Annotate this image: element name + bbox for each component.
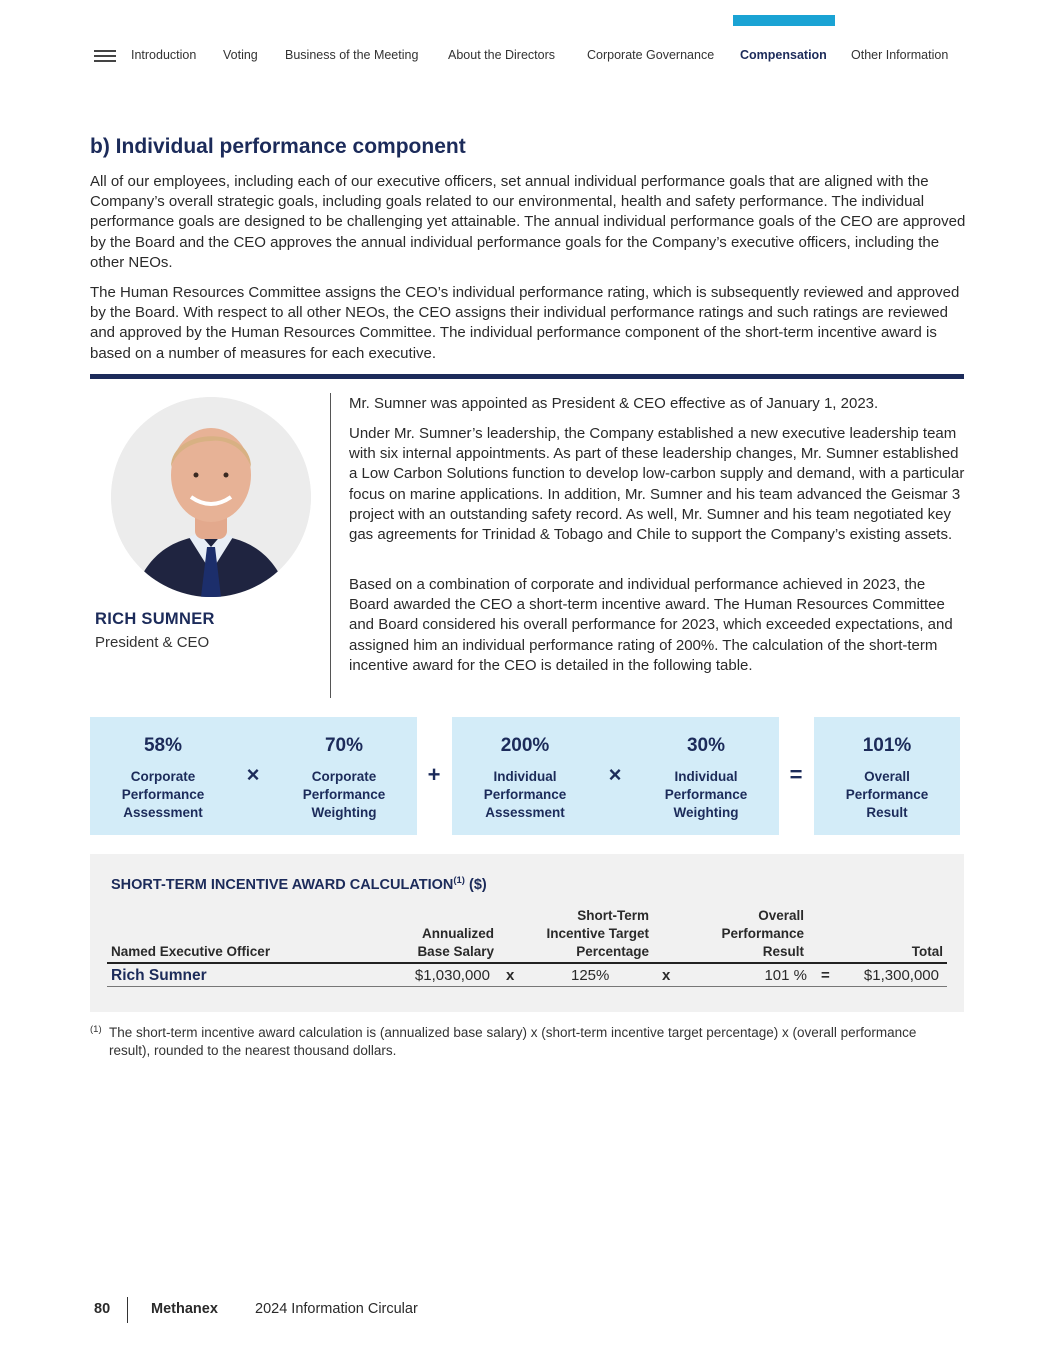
table-title (111, 875, 487, 893)
bio-paragraph-2: Under Mr. Sumner’s leadership, the Company established a new executive leadership team with six internal appointments. As part of these leadership changes, Mr. Sumner established a Low Carbon Solutions function to develop low-carbon supply and demand, with a particular focus on marine applications. In addition, Mr. Sumner and his team advanced the Geismar 3 project with an outstanding safety record. As well, Mr. Sumner and his team negotiated key gas agreements for Trinidad & Tobago and Chile to support the Company’s existing assets. (349, 425, 965, 544)
nav-about-the-directors[interactable]: About the Directors (448, 48, 555, 62)
bio-paragraph-3: Based on a combination of corporate and individual performance achieved in 2023, the Board awarded the CEO a short-term incentive award. The Human Resources Committee and Board considered his overall performance for 2023, which exceeded expectations, and assigned him an individual performance rating of 200%. The calculation of the short-term incentive award for the CEO is detailed in the following table. (349, 576, 953, 674)
individual-performance-assessment (465, 735, 585, 822)
header-named-executive-officer: Named Executive Officer (111, 944, 271, 959)
ceo-portrait-photo (111, 397, 311, 597)
footer-divider (127, 1297, 128, 1323)
footer-document-title: 2024 Information Circular (255, 1301, 418, 1317)
portrait-illustration (111, 397, 311, 597)
intro-paragraph-2: The Human Resources Committee assigns the CEO’s individual performance rating, which is subsequently reviewed and approved by the Board. With respect to all other NEOs, the CEO assigns their individual performance ratings and such ratings are reviewed and approved by the Human Resources Committee. The individual performance component of the short-term incentive award is based on a number of measures for each executive. (90, 284, 960, 362)
footnote-marker: (1) (90, 1024, 102, 1035)
plus-operator: + (427, 762, 441, 787)
intro-paragraph-1: All of our employees, including each of our executive officers, set annual individual performance goals that are aligned with the Company’s overall strategic goals, including goals related to our environmental, health and safety performance. The individual performance goals are designed to be challenging yet attainable. The annual individual performance goals of the CEO are approved by the Board and the CEO approves the annual individual performance goals for the Company’s executive officers, including the other NEOs. (90, 173, 966, 271)
footnote-text: The short-term incentive award calculation is (annualized base salary) x (short-term incentive target percentage) x (overall performance result), rounded to the nearest thousand dollars. (109, 1025, 917, 1058)
formula-value: 200% (500, 735, 550, 756)
nav-corporate-governance[interactable]: Corporate Governance (587, 48, 715, 62)
page-number: 80 (94, 1301, 111, 1317)
formula-value: 58% (143, 735, 183, 756)
multiply-operator: × (608, 762, 622, 787)
formula-label: Corporate Performance Assessment (121, 769, 205, 820)
row-equals-operator: = (821, 967, 830, 984)
row-multiply-operator: x (662, 967, 671, 984)
hamburger-menu-icon[interactable] (94, 50, 116, 64)
formula-label: Corporate Performance Weighting (302, 769, 386, 820)
individual-performance-weighting (646, 735, 766, 822)
formula-value: 30% (686, 735, 726, 756)
corporate-performance-assessment (103, 735, 223, 822)
formula-label: Individual Performance Weighting (664, 769, 748, 820)
section-title: b) Individual performance component (90, 135, 466, 158)
formula-value: 101% (862, 735, 912, 756)
formula-value: 70% (324, 735, 364, 756)
row-officer-name: Rich Sumner (111, 967, 207, 984)
row-target-percentage: 125% (571, 967, 610, 984)
section-divider (90, 374, 964, 379)
nav-business-of-the-meeting[interactable]: Business of the Meeting (285, 48, 419, 62)
header-total: Total (911, 944, 943, 959)
formula-label: Individual Performance Assessment (483, 769, 567, 820)
equals-operator: = (789, 762, 803, 787)
formula-label: Overall Performance Result (845, 769, 929, 820)
row-performance-result: 101 % (764, 967, 807, 984)
profile-divider (330, 393, 331, 698)
nav-compensation[interactable]: Compensation (740, 48, 827, 62)
overall-performance-result (827, 735, 947, 822)
row-total: $1,300,000 (863, 967, 939, 984)
table-title-unit: ($) (469, 876, 487, 893)
ceo-role: President & CEO (95, 634, 210, 651)
table-row-rule (107, 986, 947, 987)
row-multiply-operator: x (506, 967, 515, 984)
nav-voting[interactable]: Voting (223, 48, 258, 62)
table-title-footnote-ref[interactable]: (1) (453, 875, 465, 886)
header-sti-target-percentage: Short-Term Incentive Target Percentage (546, 908, 649, 959)
header-annualized-base-salary: Annualized Base Salary (417, 926, 494, 959)
corporate-performance-weighting (284, 735, 404, 822)
bio-paragraph-1: Mr. Sumner was appointed as President & CEO effective as of January 1, 2023. (349, 395, 879, 412)
row-base-salary: $1,030,000 (414, 967, 490, 984)
table-header-rule (107, 962, 947, 964)
ceo-name: RICH SUMNER (95, 610, 215, 628)
header-overall-performance-result: Overall Performance Result (721, 908, 804, 959)
multiply-operator: × (246, 762, 260, 787)
active-section-indicator (733, 15, 835, 26)
nav-other-information[interactable]: Other Information (851, 48, 949, 62)
footer-brand: Methanex (151, 1301, 218, 1317)
table-title-text: SHORT-TERM INCENTIVE AWARD CALCULATION (111, 876, 454, 893)
top-navigation (94, 47, 974, 65)
nav-introduction[interactable]: Introduction (131, 48, 197, 62)
